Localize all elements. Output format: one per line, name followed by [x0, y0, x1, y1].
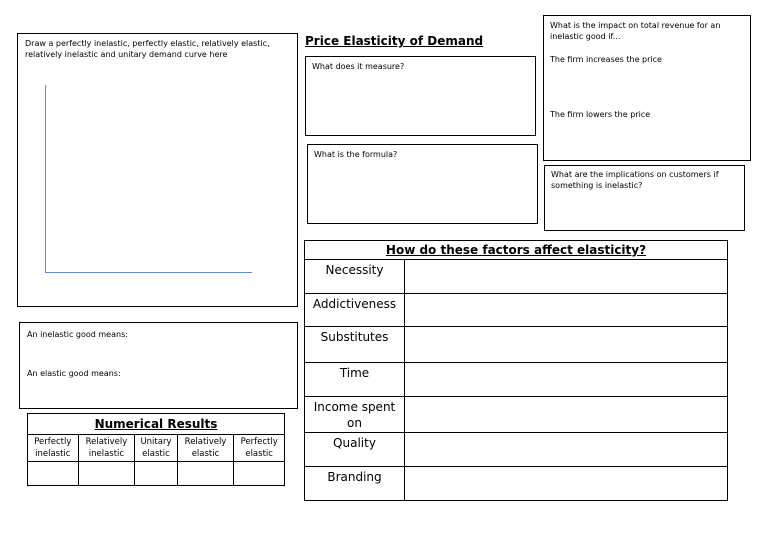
total-revenue-box[interactable] — [543, 15, 751, 161]
answer-cell[interactable] — [177, 462, 234, 486]
factor-income-spent: Income spent on — [305, 397, 405, 433]
definitions-box — [19, 322, 298, 409]
elastic-definition-prompt: An elastic good means: — [27, 369, 121, 378]
factors-table — [304, 240, 728, 501]
factor-answer-cell[interactable] — [405, 433, 728, 467]
revenue-question: What is the impact on total revenue for an inelastic good if... — [550, 21, 721, 41]
factor-answer-cell[interactable] — [405, 397, 728, 433]
factor-addictiveness: Addictiveness — [305, 294, 405, 327]
answer-cell[interactable] — [135, 462, 178, 486]
header-perfectly-inelastic: Perfectly inelastic — [28, 435, 79, 462]
factor-quality: Quality — [305, 433, 405, 467]
drawing-instruction: Draw a perfectly inelastic, perfectly elastic, relatively elastic, relatively inelastic and unitary demand curve here — [25, 39, 270, 59]
factor-answer-cell[interactable] — [405, 467, 728, 501]
header-relatively-elastic: Relatively elastic — [177, 435, 234, 462]
formula-question: What is the formula? — [314, 150, 398, 159]
answer-cell[interactable] — [234, 462, 285, 486]
page-title: Price Elasticity of Demand — [305, 34, 484, 48]
header-perfectly-elastic: Perfectly elastic — [234, 435, 285, 462]
header-unitary-elastic: Unitary elastic — [135, 435, 178, 462]
measure-question: What does it measure? — [312, 62, 405, 71]
answer-cell[interactable] — [28, 462, 79, 486]
inelastic-definition-prompt: An inelastic good means: — [27, 330, 128, 339]
factor-answer-cell[interactable] — [405, 294, 728, 327]
price-increase-prompt: The firm increases the price — [550, 55, 662, 64]
implications-question: What are the implications on customers if something is inelastic? — [551, 170, 719, 190]
factor-branding: Branding — [305, 467, 405, 501]
y-axis-line — [45, 85, 46, 273]
factor-answer-cell[interactable] — [405, 327, 728, 363]
factor-answer-cell[interactable] — [405, 260, 728, 294]
measure-question-box[interactable] — [305, 56, 536, 136]
header-relatively-inelastic: Relatively inelastic — [78, 435, 135, 462]
price-decrease-prompt: The firm lowers the price — [550, 110, 651, 119]
factor-necessity: Necessity — [305, 260, 405, 294]
implications-box[interactable] — [544, 165, 745, 231]
factor-answer-cell[interactable] — [405, 363, 728, 397]
factor-substitutes: Substitutes — [305, 327, 405, 363]
numerical-results-title: Numerical Results — [28, 414, 285, 435]
factor-time: Time — [305, 363, 405, 397]
numerical-results-table — [27, 413, 285, 486]
demand-curve-drawing-box — [17, 33, 298, 307]
answer-cell[interactable] — [78, 462, 135, 486]
factors-title: How do these factors affect elasticity? — [305, 241, 728, 260]
x-axis-line — [46, 272, 252, 273]
formula-question-box[interactable] — [307, 144, 538, 224]
